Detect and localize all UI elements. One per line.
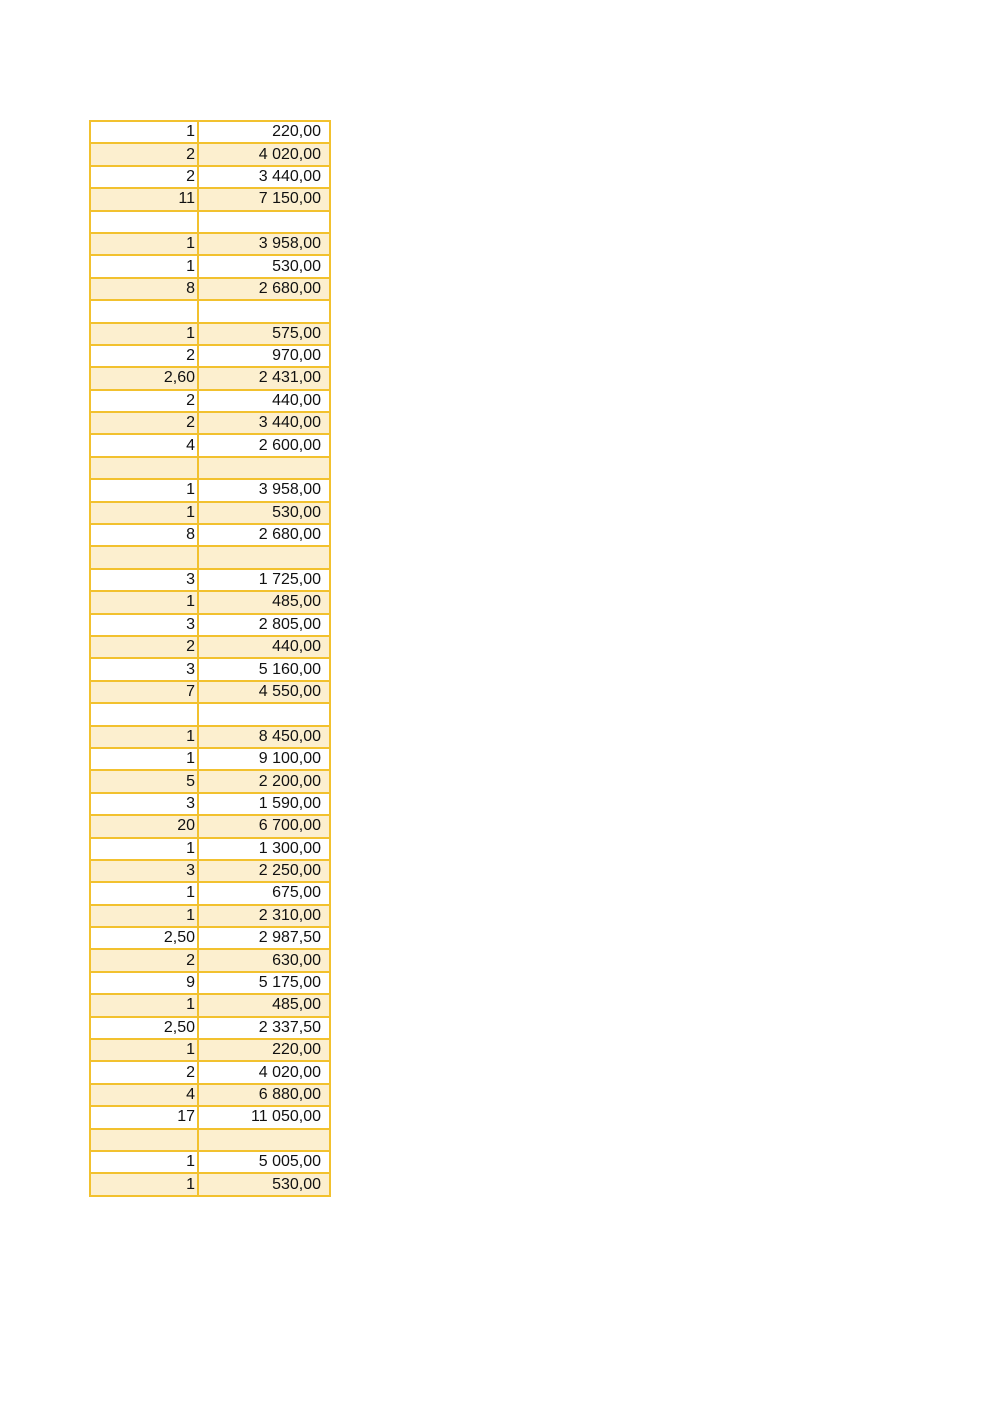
amount-cell: 2 337,50 [198, 1017, 330, 1039]
amount-cell: 675,00 [198, 882, 330, 904]
table-row [90, 994, 330, 1016]
quantity-cell: 4 [90, 1084, 198, 1106]
quantity-cell: 11 [90, 188, 198, 210]
table-row [90, 726, 330, 748]
table-row [90, 905, 330, 927]
table-row [90, 815, 330, 837]
table-row [90, 770, 330, 792]
table-row [90, 524, 330, 546]
amount-cell: 970,00 [198, 345, 330, 367]
amount-cell: 4 020,00 [198, 143, 330, 165]
quantity-cell: 3 [90, 569, 198, 591]
quantity-cell: 1 [90, 905, 198, 927]
table-row [90, 390, 330, 412]
quantity-cell: 1 [90, 1173, 198, 1195]
quantity-cell: 1 [90, 1039, 198, 1061]
quantity-cell: 1 [90, 838, 198, 860]
table-row [90, 1017, 330, 1039]
table-body [90, 121, 330, 1196]
amount-cell: 1 300,00 [198, 838, 330, 860]
quantity-cell: 2,50 [90, 927, 198, 949]
quantity-cell: 3 [90, 658, 198, 680]
quantity-cell [90, 300, 198, 322]
table-row [90, 278, 330, 300]
table-row [90, 211, 330, 233]
amount-cell [198, 1129, 330, 1151]
quantity-cell: 2 [90, 949, 198, 971]
quantity-cell [90, 703, 198, 725]
quantity-cell: 4 [90, 434, 198, 456]
amount-cell: 3 958,00 [198, 479, 330, 501]
amount-cell: 5 175,00 [198, 972, 330, 994]
quantity-cell: 1 [90, 121, 198, 143]
quantity-cell [90, 211, 198, 233]
table-row [90, 591, 330, 613]
quantity-cell: 1 [90, 479, 198, 501]
amount-cell: 8 450,00 [198, 726, 330, 748]
quantity-cell: 2 [90, 345, 198, 367]
quantity-cell: 17 [90, 1106, 198, 1128]
table-row [90, 1039, 330, 1061]
table-row [90, 188, 330, 210]
amount-cell: 4 550,00 [198, 681, 330, 703]
quantity-cell: 2 [90, 412, 198, 434]
table-row [90, 838, 330, 860]
quantity-cell: 1 [90, 1151, 198, 1173]
table-row [90, 121, 330, 143]
amount-cell: 530,00 [198, 255, 330, 277]
table-row [90, 143, 330, 165]
table-row [90, 949, 330, 971]
amount-cell [198, 300, 330, 322]
data-table [89, 120, 331, 1197]
amount-cell: 5 160,00 [198, 658, 330, 680]
quantity-cell: 9 [90, 972, 198, 994]
table-row [90, 434, 330, 456]
table-row [90, 166, 330, 188]
quantity-cell: 2 [90, 143, 198, 165]
quantity-cell: 3 [90, 860, 198, 882]
table-row [90, 1084, 330, 1106]
quantity-cell: 2,50 [90, 1017, 198, 1039]
amount-cell: 1 590,00 [198, 793, 330, 815]
amount-cell: 7 150,00 [198, 188, 330, 210]
quantity-cell [90, 457, 198, 479]
amount-cell [198, 546, 330, 568]
quantity-cell: 3 [90, 614, 198, 636]
table-row [90, 658, 330, 680]
amount-cell: 2 431,00 [198, 367, 330, 389]
amount-cell [198, 457, 330, 479]
table-row [90, 927, 330, 949]
table-row [90, 1129, 330, 1151]
quantity-cell: 1 [90, 233, 198, 255]
amount-cell: 2 680,00 [198, 524, 330, 546]
table-row [90, 1173, 330, 1195]
amount-cell: 630,00 [198, 949, 330, 971]
amount-cell: 575,00 [198, 323, 330, 345]
quantity-cell: 2 [90, 166, 198, 188]
quantity-cell: 1 [90, 502, 198, 524]
amount-cell: 6 700,00 [198, 815, 330, 837]
quantity-cell: 1 [90, 882, 198, 904]
quantity-cell: 1 [90, 748, 198, 770]
quantity-cell: 1 [90, 323, 198, 345]
quantity-cell [90, 546, 198, 568]
table-row [90, 412, 330, 434]
amount-cell: 2 200,00 [198, 770, 330, 792]
quantity-cell: 1 [90, 591, 198, 613]
quantity-cell [90, 1129, 198, 1151]
amount-cell [198, 703, 330, 725]
table-row [90, 300, 330, 322]
table-row [90, 323, 330, 345]
amount-cell: 3 958,00 [198, 233, 330, 255]
table-row [90, 614, 330, 636]
amount-cell: 220,00 [198, 1039, 330, 1061]
table-row [90, 457, 330, 479]
amount-cell: 6 880,00 [198, 1084, 330, 1106]
quantity-cell: 20 [90, 815, 198, 837]
quantity-cell: 1 [90, 726, 198, 748]
amount-cell: 220,00 [198, 121, 330, 143]
quantity-cell: 2 [90, 1061, 198, 1083]
quantity-cell: 1 [90, 255, 198, 277]
table-row [90, 1061, 330, 1083]
amount-cell: 440,00 [198, 636, 330, 658]
quantity-cell: 7 [90, 681, 198, 703]
table-row [90, 569, 330, 591]
amount-cell: 2 805,00 [198, 614, 330, 636]
quantity-cell: 8 [90, 278, 198, 300]
table-row [90, 681, 330, 703]
amount-cell: 440,00 [198, 390, 330, 412]
table-row [90, 636, 330, 658]
amount-cell: 2 310,00 [198, 905, 330, 927]
table-row [90, 882, 330, 904]
quantity-cell: 8 [90, 524, 198, 546]
amount-cell: 2 987,50 [198, 927, 330, 949]
amount-cell: 2 600,00 [198, 434, 330, 456]
amount-cell: 11 050,00 [198, 1106, 330, 1128]
amount-cell: 530,00 [198, 502, 330, 524]
amount-cell: 4 020,00 [198, 1061, 330, 1083]
amount-cell: 485,00 [198, 591, 330, 613]
table-row [90, 703, 330, 725]
quantity-cell: 2 [90, 390, 198, 412]
table-row [90, 233, 330, 255]
amount-cell: 2 680,00 [198, 278, 330, 300]
table-row [90, 793, 330, 815]
table-row [90, 860, 330, 882]
table-row [90, 748, 330, 770]
table-row [90, 367, 330, 389]
quantity-cell: 3 [90, 793, 198, 815]
table-row [90, 255, 330, 277]
table-row [90, 502, 330, 524]
amount-cell [198, 211, 330, 233]
quantity-cell: 2,60 [90, 367, 198, 389]
amount-cell: 9 100,00 [198, 748, 330, 770]
amount-cell: 2 250,00 [198, 860, 330, 882]
table-row [90, 546, 330, 568]
quantity-cell: 1 [90, 994, 198, 1016]
amount-cell: 1 725,00 [198, 569, 330, 591]
amount-cell: 485,00 [198, 994, 330, 1016]
table-row [90, 479, 330, 501]
table-row [90, 345, 330, 367]
amount-cell: 5 005,00 [198, 1151, 330, 1173]
table-row [90, 1106, 330, 1128]
amount-cell: 3 440,00 [198, 412, 330, 434]
table-row [90, 972, 330, 994]
amount-cell: 3 440,00 [198, 166, 330, 188]
amount-cell: 530,00 [198, 1173, 330, 1195]
quantity-cell: 2 [90, 636, 198, 658]
quantity-cell: 5 [90, 770, 198, 792]
table-row [90, 1151, 330, 1173]
